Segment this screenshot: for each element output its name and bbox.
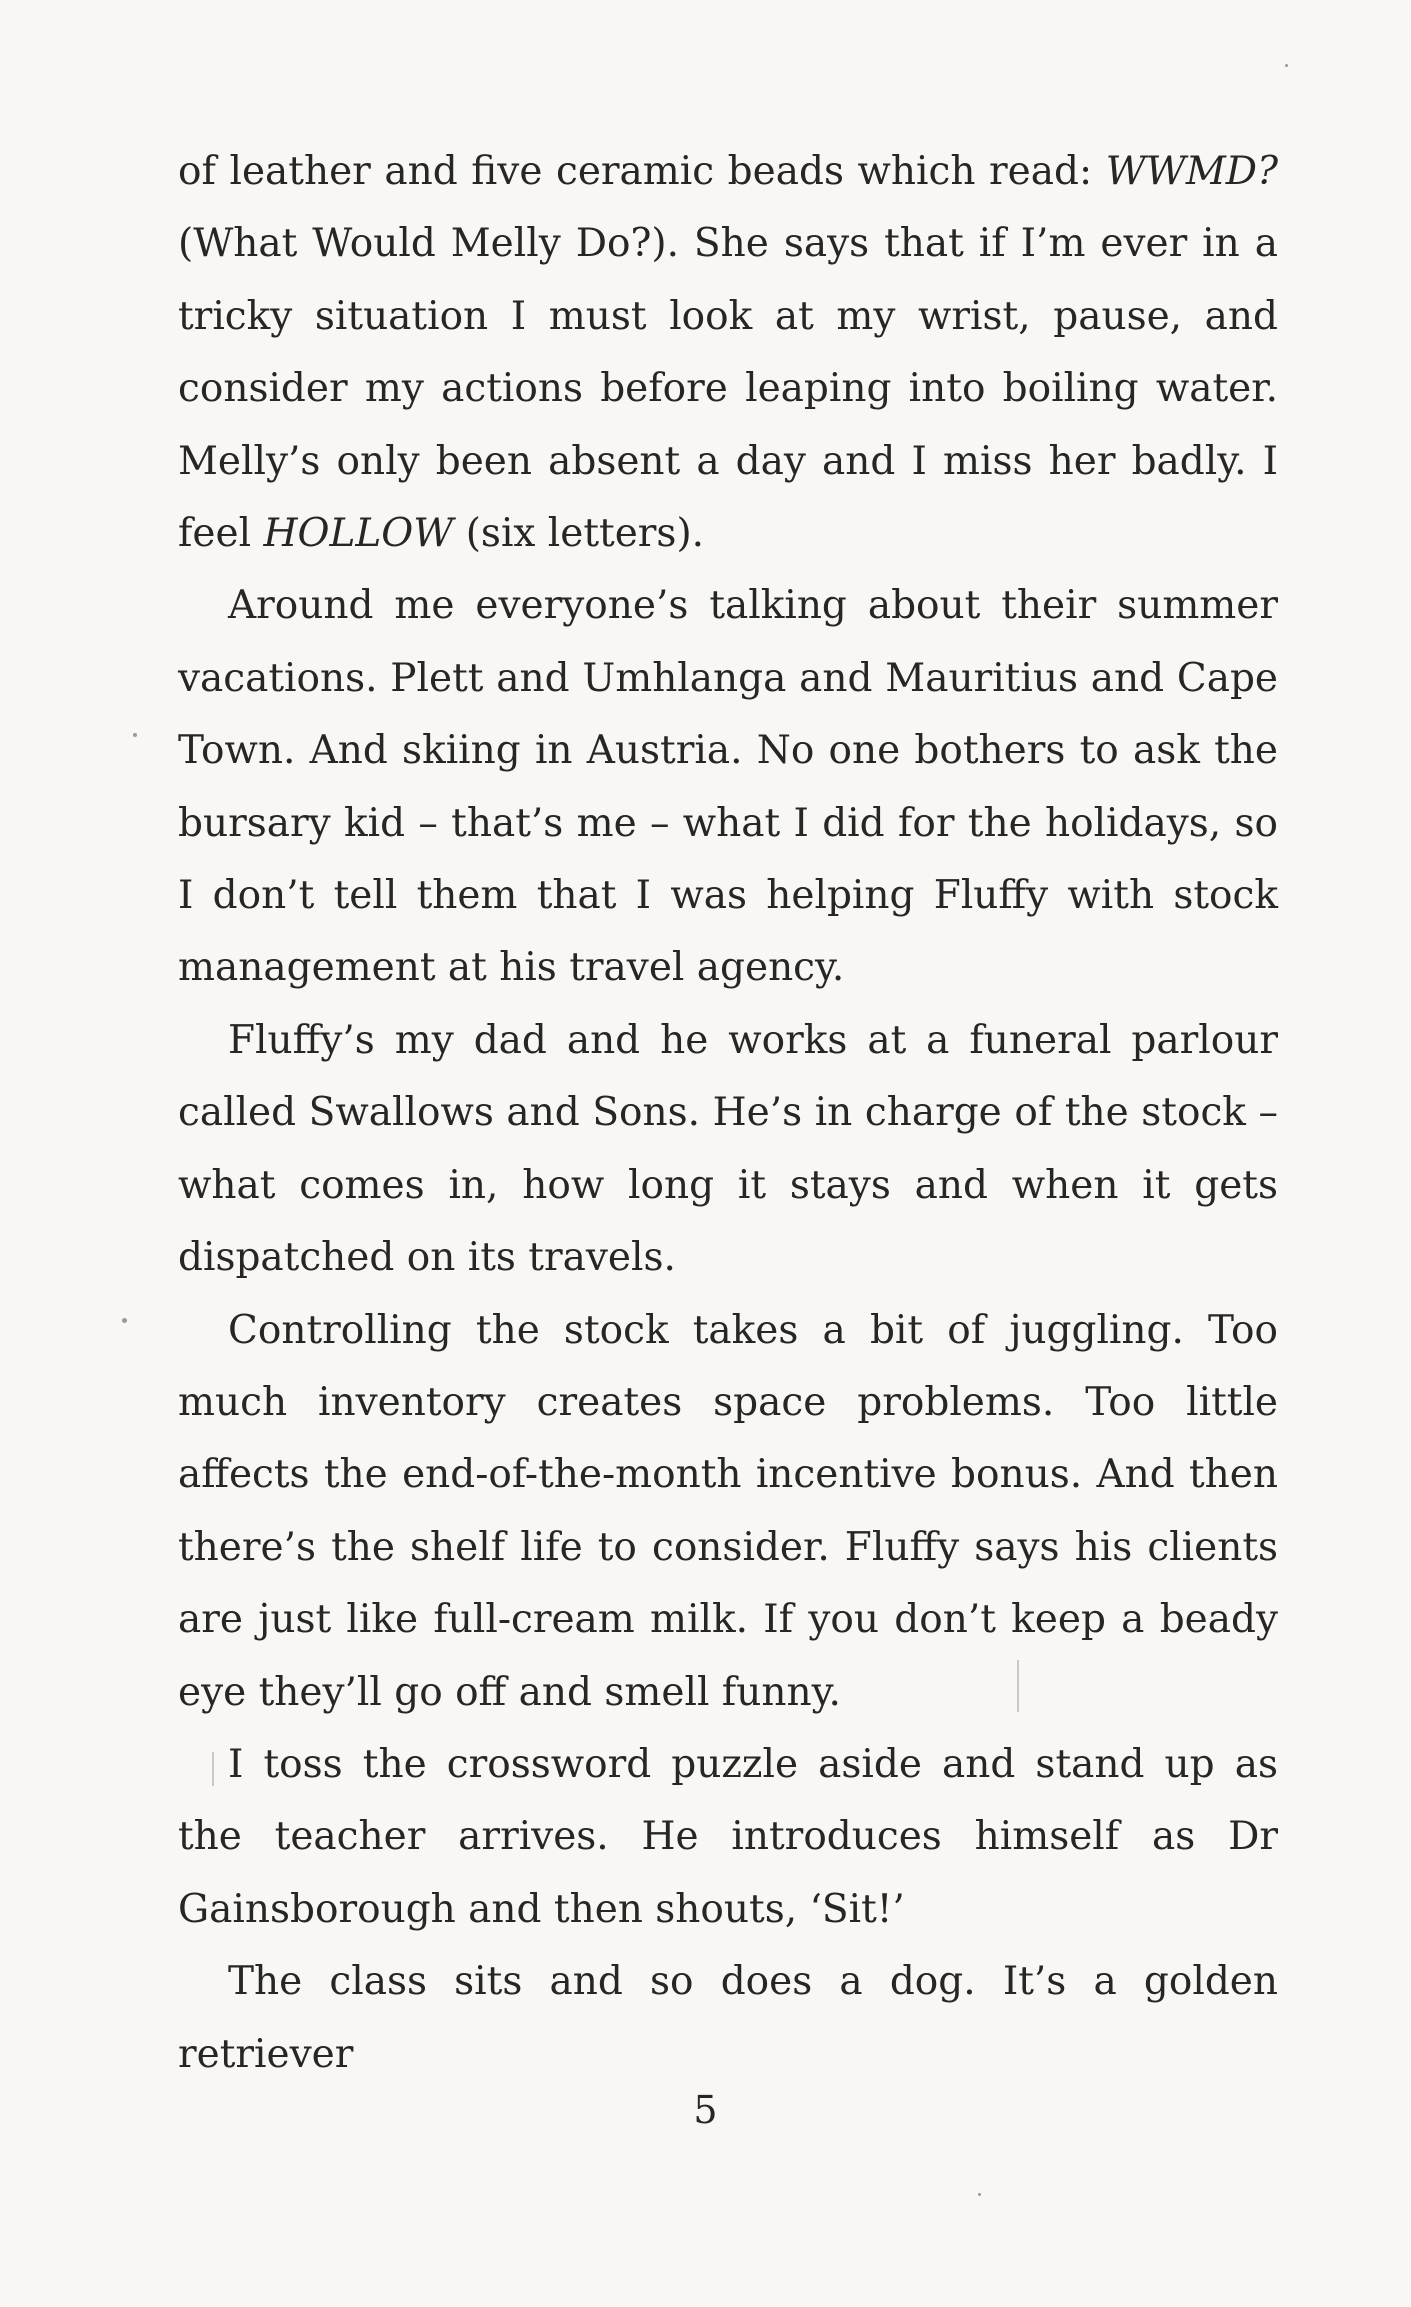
scan-mark [212,1752,214,1786]
text-segment: Around me everyone’s talking about their summer vacations. Plett and Umhlanga and Mauritius and Cape Town. And skiing in Austria. No one bothers to ask the bursary kid – that’s me – what I did for the holidays, so I don’t tell them that I was helping Fluffy with stock management at his travel agency. [178,583,1278,991]
paragraph-3 [178,1005,1278,1295]
scan-speck [1285,64,1288,67]
body-text [178,136,1278,2091]
text-segment: The class sits and so does a dog. It’s a golden retriever [178,1959,1278,2077]
paragraph-4 [178,1295,1278,1729]
italic-acronym: WWMD? [1105,149,1278,194]
paragraph-1 [178,136,1278,570]
paragraph-5 [178,1729,1278,1946]
scan-speck [133,733,137,737]
page-number: 5 [693,2088,718,2132]
scan-speck [978,2193,981,2196]
text-segment: (What Would Melly Do?). She says that if I’m ever in a tricky situation I must look at my wrist, pause, and consider my actions before leaping into boiling water. Melly’s only been absent a day and I miss her badly. I feel [178,221,1278,557]
text-segment: Controlling the stock takes a bit of juggling. Too much inventory creates space problems. Too little affects the end-of-the-month incentive bonus. And then there’s the shelf life to consider. Fluffy says his clients are just like full-cream milk. If you don’t keep a beady eye they’ll go off and smell funny. [178,1307,1278,1715]
scan-mark [1017,1660,1019,1712]
text-segment: Fluffy’s my dad and he works at a funeral parlour called Swallows and Sons. He’s in charge of the stock – what comes in, how long it stays and when it gets dispatched on its travels. [178,1017,1278,1281]
text-segment: (six letters). [453,511,705,557]
scan-speck [122,1318,127,1323]
paragraph-2 [178,570,1278,1004]
paragraph-6 [178,1946,1278,2091]
text-segment: I toss the crossword puzzle aside and stand up as the teacher arrives. He introduces himself as Dr Gainsborough and then shouts, ‘Sit!’ [178,1741,1278,1932]
italic-word: HOLLOW [263,511,454,557]
text-segment: of leather and five ceramic beads which read: [178,149,1106,194]
